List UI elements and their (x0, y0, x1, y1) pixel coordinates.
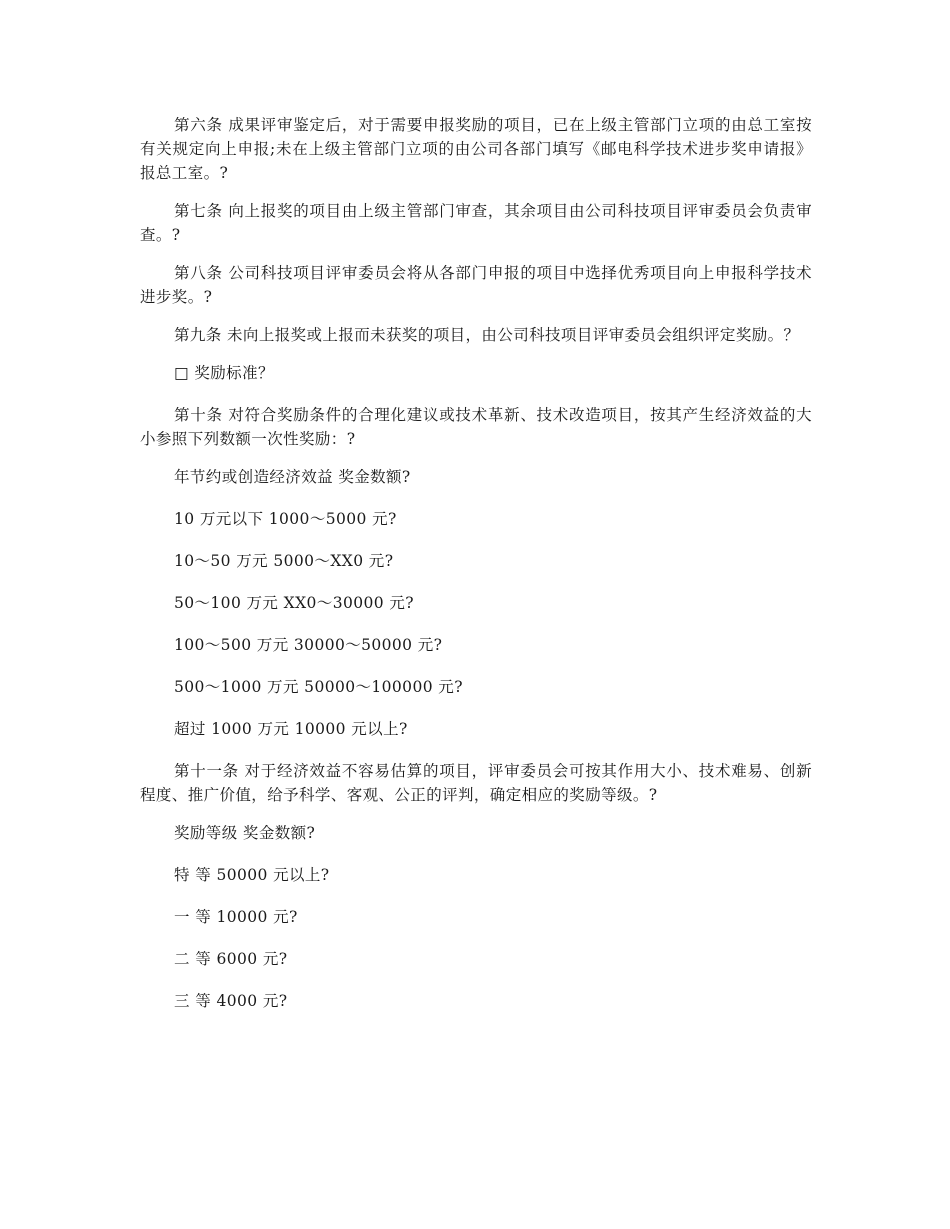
article-10-paragraph: 第十条 对符合奖励条件的合理化建议或技术革新、技术改造项目，按其产生经济效益的大小参照下列数额一次性奖励：? (140, 406, 812, 448)
benefit-row: 50～100 万元 XX0～30000 元? (174, 594, 414, 612)
article-11-paragraph: 第十一条 对于经济效益不容易估算的项目，评审委员会可按其作用大小、技术难易、创新程度、推广价值，给予科学、客观、公正的评判，确定相应的奖励等级。? (140, 762, 812, 804)
benefit-row: 10 万元以下 1000～5000 元? (174, 510, 397, 528)
benefit-table-header: 年节约或创造经济效益 奖金数额? (174, 468, 411, 486)
benefit-row: 10～50 万元 5000～XX0 元? (174, 552, 394, 570)
article-8-paragraph: 第八条 公司科技项目评审委员会将从各部门申报的项目中选择优秀项目向上申报科学技术进步奖。? (140, 264, 812, 306)
benefit-row: 500～1000 万元 50000～100000 元? (174, 678, 463, 696)
grade-row: 一 等 10000 元? (174, 908, 298, 926)
grade-row: 三 等 4000 元? (174, 992, 288, 1010)
grade-row: 二 等 6000 元? (174, 950, 288, 968)
benefit-row: 100～500 万元 30000～50000 元? (174, 636, 443, 654)
grade-row: 特 等 50000 元以上? (174, 866, 330, 884)
section-heading-reward-standard: □ 奖励标准？ (174, 364, 274, 382)
article-6-paragraph: 第六条 成果评审鉴定后，对于需要申报奖励的项目，已在上级主管部门立项的由总工室按有关规定向上申报;未在上级主管部门立项的由公司各部门填写《邮电科学技术进步奖申请报》报总工室。? (140, 116, 812, 182)
benefit-row: 超过 1000 万元 10000 元以上? (174, 720, 408, 738)
article-9-paragraph: 第九条 未向上报奖或上报而未获奖的项目，由公司科技项目评审委员会组织评定奖励。？ (174, 326, 800, 344)
grade-table-header: 奖励等级 奖金数额? (174, 824, 316, 842)
document-body (140, 113, 812, 1031)
article-7-paragraph: 第七条 向上报奖的项目由上级主管部门审查，其余项目由公司科技项目评审委员会负责审查。? (140, 202, 812, 244)
